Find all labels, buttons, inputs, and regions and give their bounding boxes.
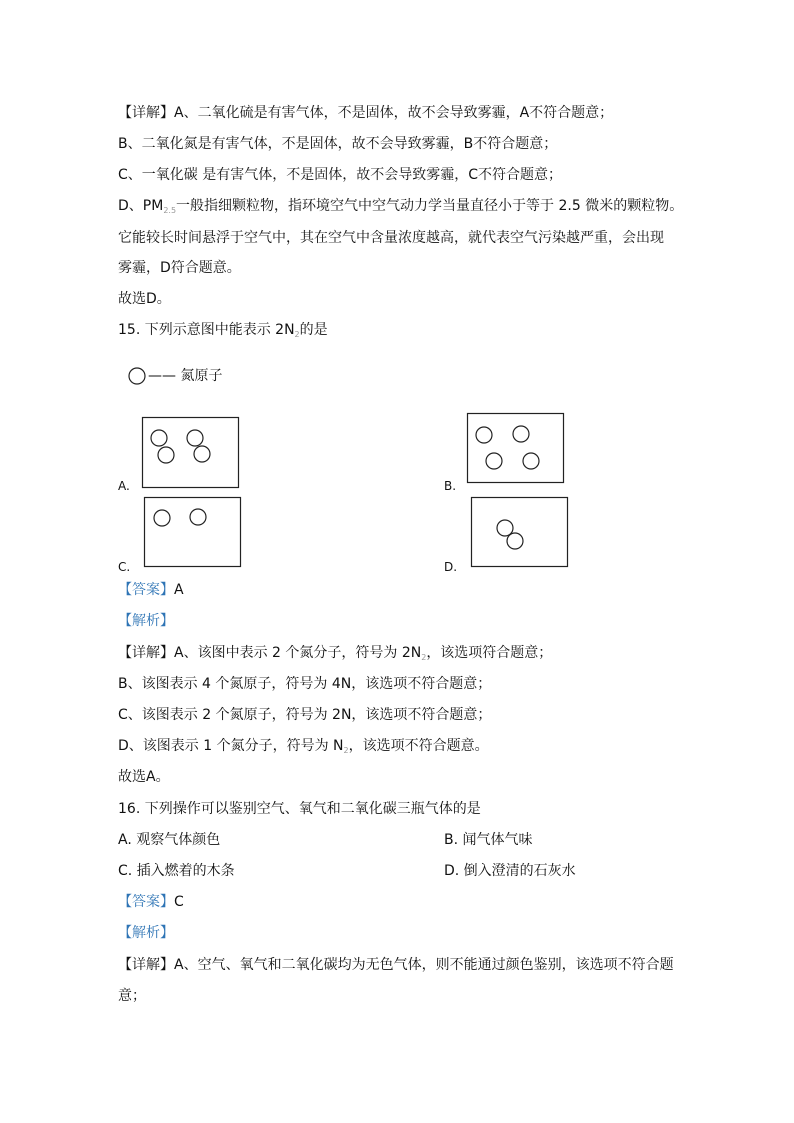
answer-tag: 【答案】	[118, 894, 174, 910]
q14-conclusion: 故选D。	[118, 291, 171, 307]
atom	[486, 453, 502, 469]
q15-detail-b: B、该图表示 4 个氮原子，符号为 4N，该选项不符合题意；	[118, 676, 492, 692]
option-a-label: A.	[118, 479, 130, 493]
answer-value: A	[174, 582, 184, 598]
text: ，该选项符合题意；	[426, 645, 553, 661]
subscript: 2	[421, 653, 427, 662]
atom	[513, 426, 529, 442]
text: 一般指细颗粒物，指环境空气中空气动力学当量直径小于等于 2.5 微米的颗粒物。	[176, 198, 684, 214]
atom	[194, 446, 210, 462]
q15-analysis-tag: 【解析】	[118, 613, 174, 629]
text: 【详解】A、该图中表示 2 个氮分子，符号为 2N	[118, 645, 422, 661]
q16-option-a: A. 观察气体颜色	[118, 832, 221, 848]
atom	[523, 453, 539, 469]
atom	[497, 520, 513, 536]
atom	[187, 430, 203, 446]
legend-label: —— 氮原子	[148, 368, 223, 384]
text: D、PM	[118, 198, 164, 214]
figure-a-box	[143, 418, 239, 488]
option-d-label: D.	[444, 560, 458, 574]
answer-tag: 【答案】	[118, 582, 174, 598]
q15-detail-a	[118, 644, 552, 667]
text: 的是	[299, 322, 328, 338]
subscript: 2.5	[163, 206, 177, 215]
text: ，该选项不符合题意。	[348, 738, 489, 754]
figure-c-box	[145, 498, 241, 567]
option-c-label: C.	[118, 560, 131, 574]
q15-conclusion: 故选A。	[118, 769, 170, 785]
figure-d-box	[472, 498, 568, 567]
q16-detail-a: 【详解】A、空气、氧气和二氧化碳均为无色气体，则不能通过颜色鉴别，该选项不符合题	[118, 957, 674, 973]
q16-option-b: B. 闻气体气味	[444, 832, 533, 848]
option-b-label: B.	[444, 479, 457, 493]
legend-atom-icon	[129, 368, 145, 384]
atom	[507, 533, 523, 549]
q16-detail-a-cont: 意；	[118, 988, 146, 1004]
atom	[190, 509, 206, 525]
atom	[151, 430, 167, 446]
q14-detail-c: C、一氧化碳 是有害气体，不是固体，故不会导致雾霾，C不符合题意；	[118, 167, 562, 183]
q14-detail-d-cont2: 雾霾，D符合题意。	[118, 260, 241, 276]
text: 15. 下列示意图中能表示 2N	[118, 322, 295, 338]
subscript: 2	[343, 746, 349, 755]
q14-detail-a: 【详解】A、二氧化硫是有害气体，不是固体，故不会导致雾霾，A不符合题意；	[118, 105, 614, 121]
figure-b-box	[468, 414, 564, 483]
q15-answer	[118, 581, 184, 599]
answer-value: C	[174, 894, 184, 910]
subscript: 2	[294, 330, 300, 339]
text: D、该图表示 1 个氮分子，符号为 N	[118, 738, 344, 754]
q16-analysis-tag: 【解析】	[118, 925, 174, 941]
q16-answer	[118, 893, 184, 911]
atom	[476, 427, 492, 443]
q14-detail-b: B、二氧化氮是有害气体，不是固体，故不会导致雾霾，B不符合题意；	[118, 136, 558, 152]
q16-option-d: D. 倒入澄清的石灰水	[444, 863, 576, 879]
atom	[158, 447, 174, 463]
q15-detail-c: C、该图表示 2 个氮原子，符号为 2N，该选项不符合题意；	[118, 707, 492, 723]
q14-detail-d-cont1: 它能较长时间悬浮于空气中，其在空气中含量浓度越高，就代表空气污染越严重，会出现	[118, 230, 664, 246]
q16-stem: 16. 下列操作可以鉴别空气、氧气和二氧化碳三瓶气体的是	[118, 801, 481, 817]
q16-option-c: C. 插入燃着的木条	[118, 863, 235, 879]
q15-detail-d	[118, 737, 489, 760]
atom	[154, 510, 170, 526]
